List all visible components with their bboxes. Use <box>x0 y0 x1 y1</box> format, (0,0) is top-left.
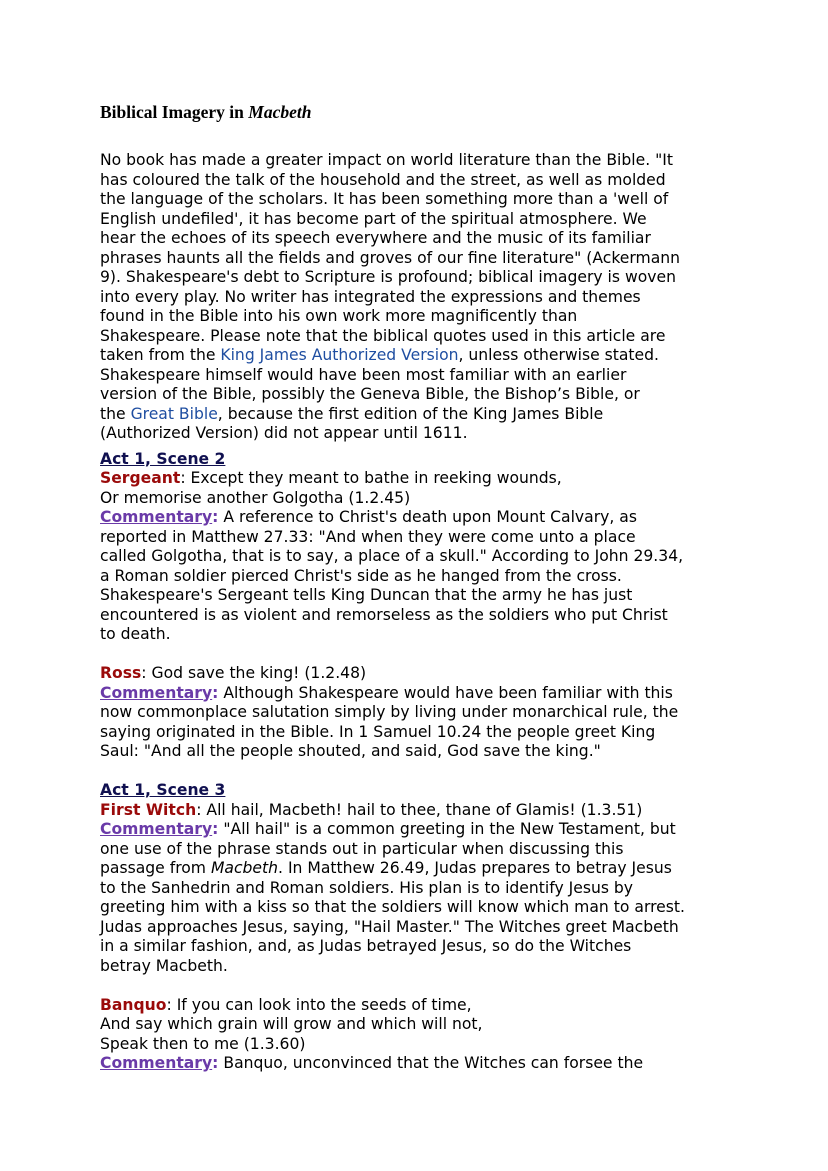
text-line <box>100 742 685 762</box>
text-segment: version of the Bible, possibly the Geneva Bible, the Bishop’s Bible, or <box>100 385 640 403</box>
text-segment: No book has made a greater impact on world literature than the Bible. "It <box>100 151 673 169</box>
text-segment: greeting him with a kiss so that the soldiers will know which man to arrest. <box>100 898 685 916</box>
text-segment: passage from <box>100 859 211 877</box>
text-segment: , because the first edition of the King James Bible <box>217 404 604 423</box>
text-line <box>100 190 685 210</box>
text-segment: saying originated in the Bible. In 1 Samuel 10.24 the people greet King <box>100 722 656 741</box>
text-segment: : All hail, Macbeth! hail to thee, thane of Glamis! (1.3.51) <box>196 800 643 819</box>
text-segment: to death. <box>100 625 171 643</box>
text-segment: : God save the king! (1.2.48) <box>141 664 367 682</box>
text-line <box>100 820 685 840</box>
text-segment: : Except they meant to bathe in reeking wounds, <box>180 469 562 487</box>
section-heading: Act 1, Scene 2 <box>100 449 226 468</box>
text-segment: encountered is as violent and remorseless as the soldiers who put Christ <box>100 605 668 624</box>
text-segment: (Authorized Version) did not appear until 1611. <box>100 424 468 442</box>
text-line <box>100 625 685 645</box>
page-title <box>100 101 685 123</box>
text-line <box>100 937 685 957</box>
text-line <box>100 405 685 425</box>
text-segment: the language of the scholars. It has been something more than a 'well of <box>100 190 669 208</box>
text-line <box>100 424 685 444</box>
text-segment: : If you can look into the seeds of time, <box>166 995 472 1014</box>
speaker-name: Sergeant <box>100 469 181 487</box>
link[interactable]: King James Authorized Version <box>220 346 459 364</box>
text-line <box>100 366 685 386</box>
text-segment: Saul: "And all the people shouted, and said, God save the king." <box>100 742 601 760</box>
text-line <box>100 684 685 704</box>
title-text: Biblical Imagery in <box>100 102 249 122</box>
text-line <box>100 171 685 191</box>
text-line <box>100 664 685 684</box>
text-segment: "All hail" is a common greeting in the New Testament, but <box>218 820 676 838</box>
text-segment: . In Matthew 26.49, Judas prepares to betray Jesus <box>278 859 672 877</box>
article-text <box>100 151 685 1074</box>
text-segment: Banquo, unconvinced that the Witches can forsee the <box>218 1054 644 1072</box>
blank-line <box>100 645 685 665</box>
text-line <box>100 469 685 489</box>
text-segment: phrases haunts all the fields and groves of our fine literature" (Ackermann <box>100 248 681 267</box>
text-line <box>100 450 685 470</box>
text-segment: to the Sanhedrin and Roman soldiers. His plan is to identify Jesus by <box>100 878 634 897</box>
title-italic: Macbeth <box>248 102 312 122</box>
text-segment: 9). Shakespeare's debt to Scripture is profound; biblical imagery is woven <box>100 268 676 286</box>
text-line <box>100 210 685 230</box>
text-segment: Shakespeare himself would have been most familiar with an earlier <box>100 365 627 384</box>
text-line <box>100 288 685 308</box>
text-segment: reported in Matthew 27.33: "And when they were come unto a place <box>100 527 636 546</box>
text-segment: Judas approaches Jesus, saying, "Hail Master." The Witches greet Macbeth <box>100 917 679 936</box>
text-line <box>100 1035 685 1055</box>
text-line <box>100 1054 685 1074</box>
commentary-colon: : <box>212 508 219 526</box>
text-segment: found in the Bible into his own work more magnificently than <box>100 307 578 325</box>
text-line <box>100 996 685 1016</box>
text-line <box>100 249 685 269</box>
speaker-name: Ross <box>100 664 142 682</box>
text-segment: a Roman soldier pierced Christ's side as he hanged from the cross. <box>100 566 622 585</box>
text-line <box>100 918 685 938</box>
text-segment: , unless otherwise stated. <box>458 346 659 364</box>
text-segment: And say which grain will grow and which will not, <box>100 1015 483 1033</box>
text-line <box>100 229 685 249</box>
text-segment: called Golgotha, that is to say, a place of a skull." According to John 29.34, <box>100 547 684 565</box>
italic-text: Macbeth <box>210 859 279 877</box>
text-line <box>100 307 685 327</box>
text-line <box>100 879 685 899</box>
text-segment: Speak then to me (1.3.60) <box>100 1034 306 1053</box>
text-segment: Shakespeare. Please note that the biblical quotes used in this article are <box>100 326 666 345</box>
text-segment: Although Shakespeare would have been familiar with this <box>218 683 673 702</box>
speaker-name: First Witch <box>100 800 197 819</box>
text-line <box>100 385 685 405</box>
text-line <box>100 957 685 977</box>
text-line <box>100 489 685 509</box>
text-line <box>100 840 685 860</box>
text-line <box>100 606 685 626</box>
text-segment: Or memorise another Golgotha (1.2.45) <box>100 488 411 507</box>
text-line <box>100 703 685 723</box>
text-line <box>100 567 685 587</box>
text-segment: betray Macbeth. <box>100 956 228 975</box>
text-line <box>100 151 685 171</box>
text-line <box>100 859 685 879</box>
text-segment: A reference to Christ's death upon Mount Calvary, as <box>218 508 637 526</box>
text-segment: one use of the phrase stands out in particular when discussing this <box>100 839 624 858</box>
link[interactable]: Great Bible <box>130 404 218 423</box>
commentary-colon: : <box>212 820 219 838</box>
commentary-label: Commentary <box>100 508 213 526</box>
text-segment: now commonplace salutation simply by living under monarchical rule, the <box>100 703 679 721</box>
text-segment: Shakespeare's Sergeant tells King Duncan that the army he has just <box>100 586 633 604</box>
text-line <box>100 268 685 288</box>
text-segment: English undefiled', it has become part of the spiritual atmosphere. We <box>100 209 647 228</box>
commentary-label: Commentary <box>100 683 213 702</box>
text-segment: into every play. No writer has integrated the expressions and themes <box>100 287 641 306</box>
commentary-colon: : <box>212 1054 219 1072</box>
commentary-label: Commentary <box>100 820 213 838</box>
document-body <box>100 101 685 1074</box>
text-line <box>100 547 685 567</box>
text-line <box>100 898 685 918</box>
text-segment: the <box>100 404 131 423</box>
text-line <box>100 1015 685 1035</box>
text-line <box>100 508 685 528</box>
text-line <box>100 346 685 366</box>
commentary-colon: : <box>212 683 219 702</box>
speaker-name: Banquo <box>100 995 167 1014</box>
text-line <box>100 586 685 606</box>
commentary-label: Commentary <box>100 1054 213 1072</box>
text-segment: has coloured the talk of the household and the street, as well as molded <box>100 170 666 189</box>
text-line <box>100 528 685 548</box>
section-heading: Act 1, Scene 3 <box>100 781 226 799</box>
text-line <box>100 801 685 821</box>
text-segment: in a similar fashion, and, as Judas betrayed Jesus, so do the Witches <box>100 937 632 955</box>
blank-line <box>100 762 685 782</box>
text-segment: taken from the <box>100 346 221 364</box>
text-line <box>100 327 685 347</box>
text-line <box>100 781 685 801</box>
text-segment: hear the echoes of its speech everywhere and the music of its familiar <box>100 229 651 247</box>
text-line <box>100 723 685 743</box>
blank-line <box>100 976 685 996</box>
